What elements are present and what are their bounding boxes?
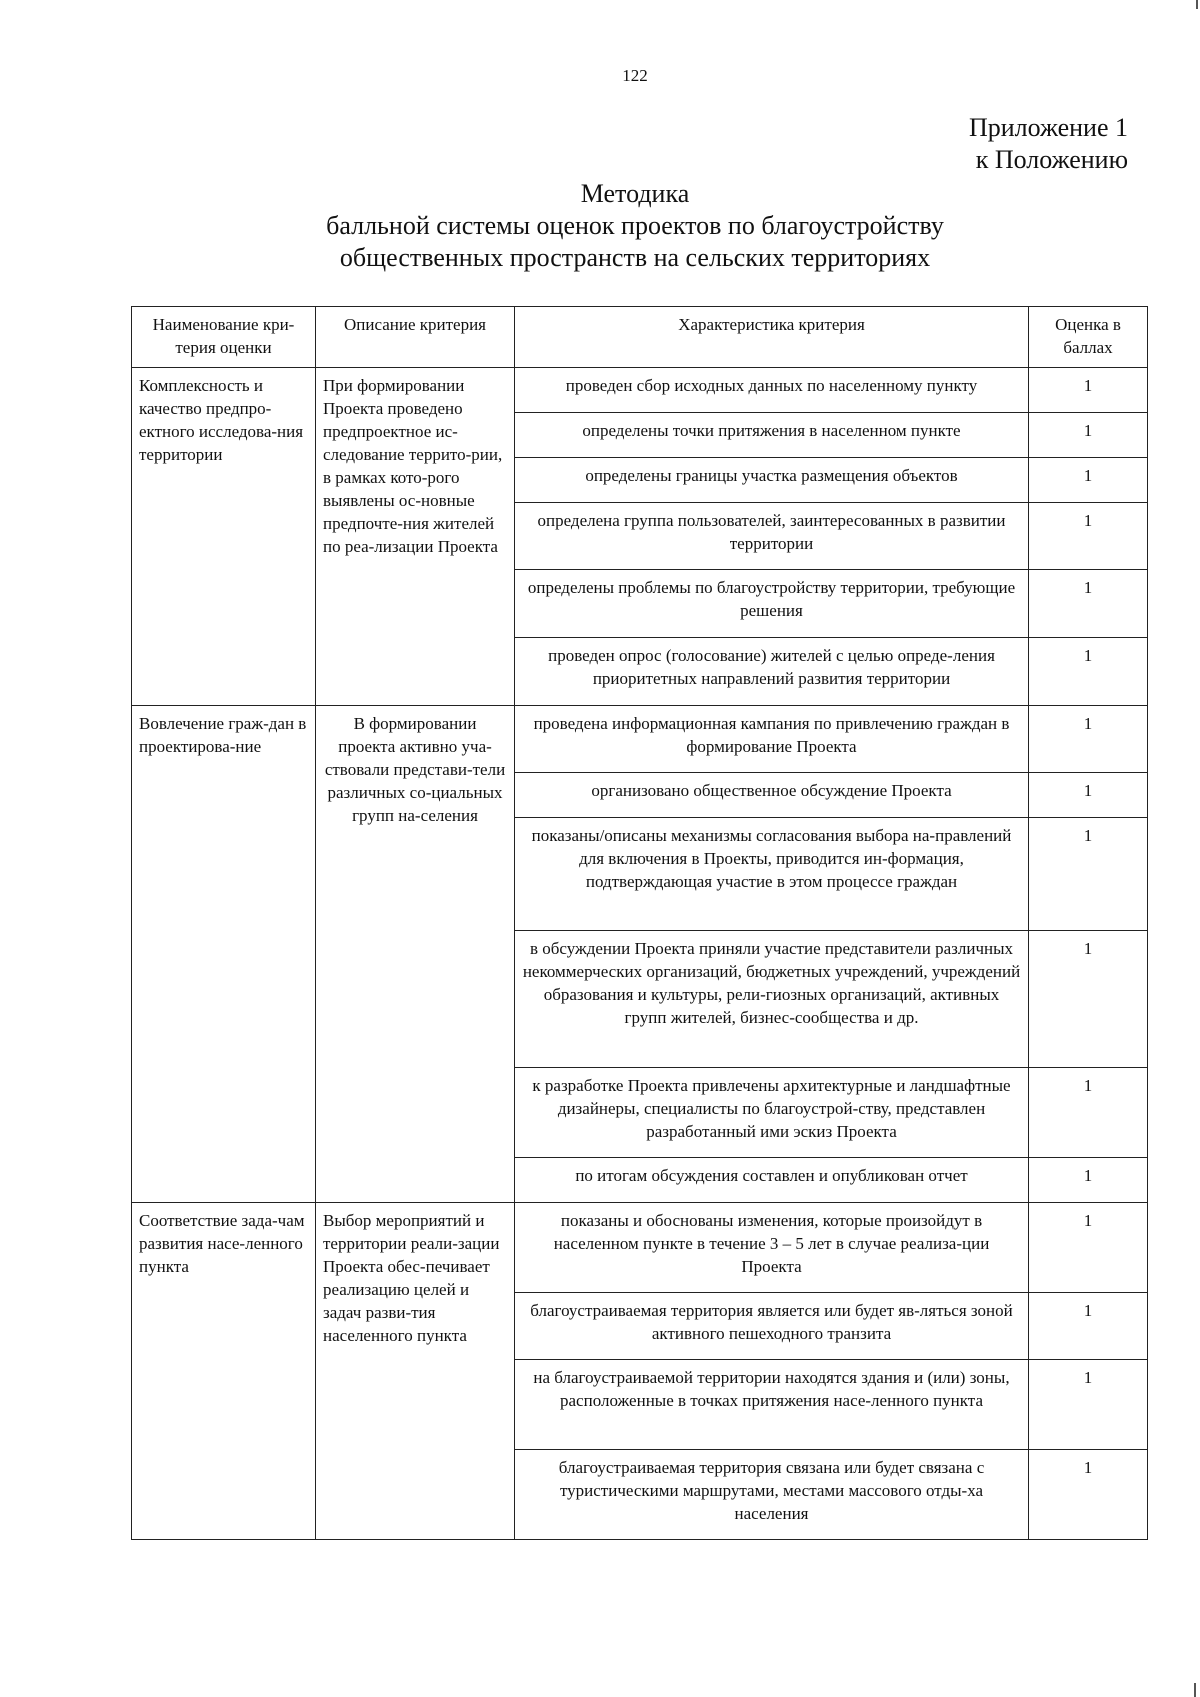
criterion-score: 1 (1029, 570, 1148, 638)
criterion-description: При формировании Проекта проведено предпроектное ис-следование террито-рии, в рамках кото-рого выявлены ос-новные предпочте-ния жителей по реа-лизации Проекта (316, 368, 515, 706)
header-criterion-description: Описание критерия (316, 307, 515, 368)
title-line-3: общественных пространств на сельских территориях (339, 243, 931, 272)
criterion-score: 1 (1029, 368, 1148, 413)
criteria-table (131, 306, 1148, 1540)
table-row (132, 706, 1148, 773)
header-criterion-characteristic: Характеристика критерия (515, 307, 1029, 368)
criterion-characteristic: благоустраиваемая территория связана или будет связана с туристическими маршрутами, местами массового отды-ха населения (515, 1450, 1029, 1540)
criterion-score: 1 (1029, 638, 1148, 706)
criterion-characteristic: показаны и обоснованы изменения, которые произойдут в населенном пункте в течение 3 – 5 лет в случае реализа-ции Проекта (515, 1203, 1029, 1293)
criterion-characteristic: благоустраиваемая территория является или будет яв-ляться зоной активного пешеходного транзита (515, 1293, 1029, 1360)
criterion-characteristic: определена группа пользователей, заинтересованных в развитии территории (515, 503, 1029, 570)
table-row (132, 1203, 1148, 1293)
criterion-characteristic: проведена информационная кампания по привлечению граждан в формирование Проекта (515, 706, 1029, 773)
criterion-characteristic: определены проблемы по благоустройству территории, требующие решения (515, 570, 1029, 638)
scan-edge-mark-bottom (1194, 1683, 1196, 1697)
criterion-score: 1 (1029, 503, 1148, 570)
header-score: Оценка в баллах (1029, 307, 1148, 368)
title-line-1: Методика (580, 179, 690, 208)
criterion-characteristic: определены точки притяжения в населенном пункте (515, 413, 1029, 458)
criterion-score: 1 (1029, 1203, 1148, 1293)
criterion-characteristic: проведен сбор исходных данных по населенному пункту (515, 368, 1029, 413)
criterion-name: Соответствие зада-чам развития насе-ленного пункта (132, 1203, 316, 1540)
page-number: 122 (622, 66, 648, 85)
criterion-characteristic: к разработке Проекта привлечены архитектурные и ландшафтные дизайнеры, специалисты по благоустрой-ству, представлен разработанный ими эскиз Проекта (515, 1068, 1029, 1158)
criterion-score: 1 (1029, 1068, 1148, 1158)
criterion-score: 1 (1029, 818, 1148, 931)
criterion-description: Выбор мероприятий и территории реали-зации Проекта обес-печивает реализацию целей и задач разви-тия населенного пункта (316, 1203, 515, 1540)
criterion-score: 1 (1029, 706, 1148, 773)
criterion-score: 1 (1029, 458, 1148, 503)
criterion-name: Комплексность и качество предпро-ектного исследова-ния территории (132, 368, 316, 706)
appendix-line-2: к Положению (975, 145, 1128, 174)
document-title (0, 178, 1200, 274)
criterion-description: В формировании проекта активно уча-ствовали представи-тели различных со-циальных групп на-селения (316, 706, 515, 1203)
criterion-characteristic: по итогам обсуждения составлен и опубликован отчет (515, 1158, 1029, 1203)
header-criterion-name: Наименование кри-терия оценки (132, 307, 316, 368)
criterion-characteristic: на благоустраиваемой территории находятся здания и (или) зоны, расположенные в точках притяжения насе-ленного пункта (515, 1360, 1029, 1450)
criterion-characteristic: проведен опрос (голосование) жителей с целью опреде-ления приоритетных направлений развития территории (515, 638, 1029, 706)
criterion-score: 1 (1029, 1158, 1148, 1203)
criterion-characteristic: показаны/описаны механизмы согласования выбора на-правлений для включения в Проекты, приводится ин-формация, подтверждающая участие в этом процессе граждан (515, 818, 1029, 931)
criterion-score: 1 (1029, 413, 1148, 458)
appendix-label (969, 112, 1128, 176)
scan-edge-mark-top (1196, 0, 1198, 9)
appendix-line-1: Приложение 1 (968, 113, 1128, 142)
criterion-score: 1 (1029, 931, 1148, 1068)
title-line-2: балльной системы оценок проектов по благоустройству (326, 211, 944, 240)
table-row (132, 368, 1148, 413)
criterion-score: 1 (1029, 773, 1148, 818)
criterion-name: Вовлечение граж-дан в проектирова-ние (132, 706, 316, 1203)
criterion-score: 1 (1029, 1293, 1148, 1360)
criterion-characteristic: определены границы участка размещения объектов (515, 458, 1029, 503)
criterion-score: 1 (1029, 1360, 1148, 1450)
criterion-score: 1 (1029, 1450, 1148, 1540)
table-header-row (132, 307, 1148, 368)
criterion-characteristic: в обсуждении Проекта приняли участие представители различных некоммерческих организаций, бюджетных учреждений, учреждений образования и культуры, рели-гиозных организаций, активных групп жителей, бизнес-сообщества и др. (515, 931, 1029, 1068)
criterion-characteristic: организовано общественное обсуждение Проекта (515, 773, 1029, 818)
